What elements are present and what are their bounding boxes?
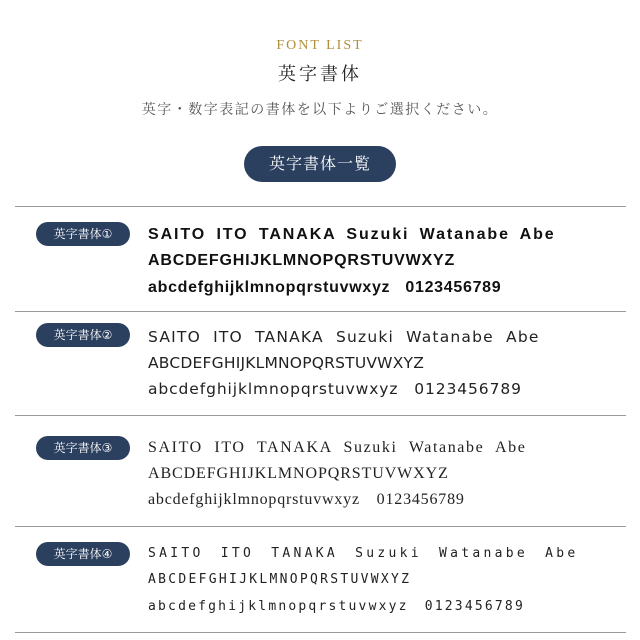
font-badge-2: 英字書体② xyxy=(36,323,130,347)
font-badge-1: 英字書体① xyxy=(36,222,130,246)
divider xyxy=(15,311,626,312)
divider xyxy=(15,415,626,416)
font-2-lowercase-digits: abcdefghijklmnopqrstuvwxyz 0123456789 xyxy=(148,380,522,398)
font-2-names: SAITO ITO TANAKA Suzuki Watanabe Abe xyxy=(148,328,540,346)
font-2-uppercase: ABCDEFGHIJKLMNOPQRSTUVWXYZ xyxy=(148,354,425,372)
font-4-lowercase-digits: abcdefghijklmnopqrstuvwxyz 0123456789 xyxy=(148,599,525,614)
font-list-title-pill: 英字書体一覧 xyxy=(244,146,396,182)
header-title-en: FONT LIST xyxy=(276,38,364,53)
font-1-names: SAITO ITO TANAKA Suzuki Watanabe Abe xyxy=(148,226,556,243)
font-1-lowercase-digits: abcdefghijklmnopqrstuvwxyz 0123456789 xyxy=(148,279,502,296)
font-4-names: SAITO ITO TANAKA Suzuki Watanabe Abe xyxy=(148,546,579,561)
font-3-uppercase: ABCDEFGHIJKLMNOPQRSTUVWXYZ xyxy=(148,465,449,482)
divider xyxy=(15,632,626,633)
font-3-lowercase-digits: abcdefghijklmnopqrstuvwxyz 0123456789 xyxy=(148,491,465,508)
font-3-names: SAITO ITO TANAKA Suzuki Watanabe Abe xyxy=(148,439,527,456)
font-4-uppercase: ABCDEFGHIJKLMNOPQRSTUVWXYZ xyxy=(148,572,412,587)
font-1-uppercase: ABCDEFGHIJKLMNOPQRSTUVWXYZ xyxy=(148,252,456,269)
header-title-ja: 英字書体 xyxy=(278,64,362,85)
font-badge-3: 英字書体③ xyxy=(36,436,130,460)
divider xyxy=(15,206,626,207)
divider xyxy=(15,526,626,527)
font-badge-4: 英字書体④ xyxy=(36,542,130,566)
intro-text: 英字・数字表記の書体を以下よりご選択ください。 xyxy=(141,102,499,118)
